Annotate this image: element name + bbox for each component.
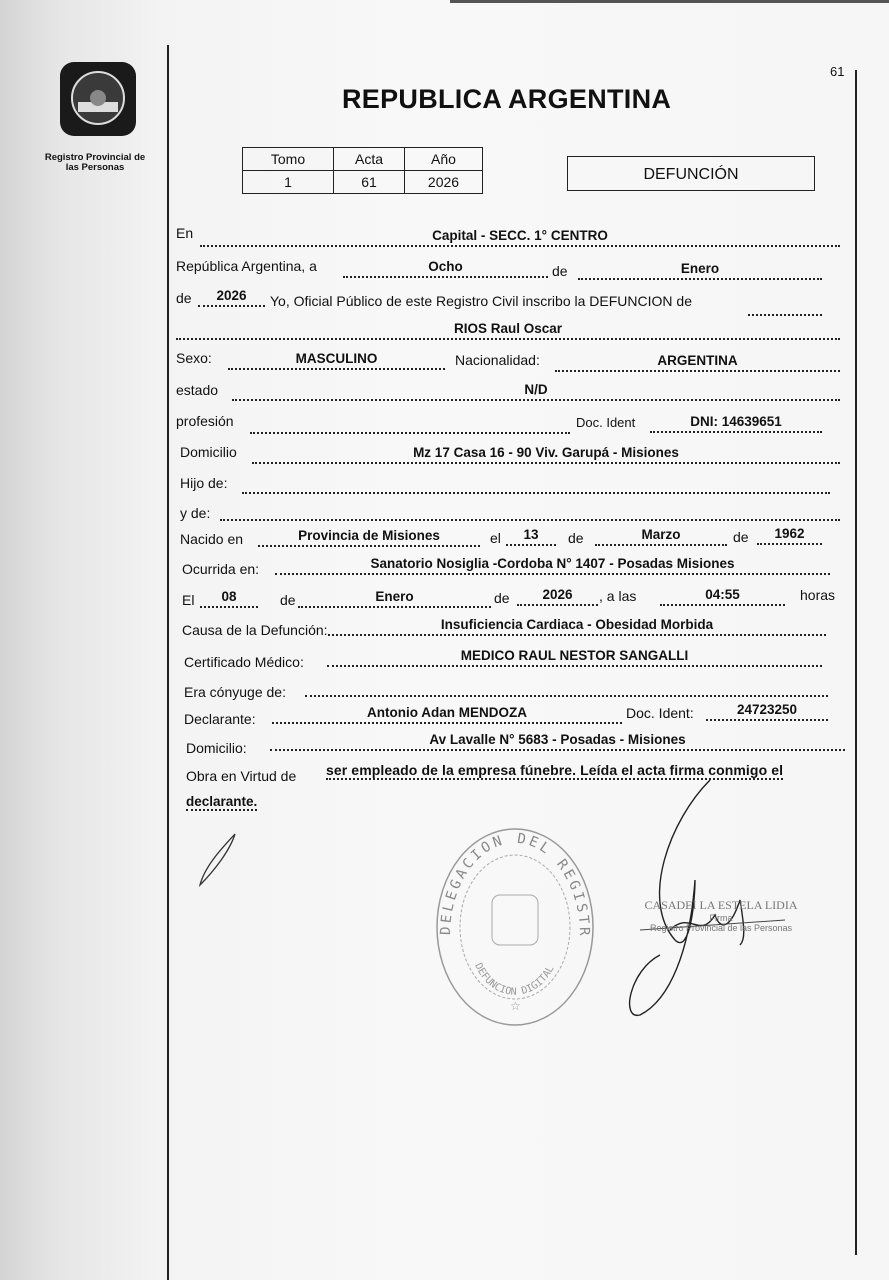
page-title: REPUBLICA ARGENTINA bbox=[342, 84, 672, 114]
svg-text:☆: ☆ bbox=[510, 999, 521, 1013]
header-tomo: Tomo bbox=[243, 148, 334, 171]
yde-label: y de: bbox=[180, 505, 211, 521]
header-anio: Año bbox=[405, 148, 483, 171]
signatory-org: Registro Provincial de las Personas bbox=[649, 923, 793, 933]
day-field: Ocho bbox=[343, 260, 548, 278]
ocurrida-label: Ocurrida en: bbox=[182, 561, 260, 577]
certificate-field: MEDICO RAUL NESTOR SANGALLI bbox=[327, 649, 822, 667]
death-place-field: Sanatorio Nosiglia -Cordoba N° 1407 - Posadas Misiones bbox=[275, 557, 830, 575]
decl-doc-label: Doc. Ident: bbox=[626, 705, 694, 721]
alas-label: , a las bbox=[599, 588, 637, 604]
death-year-field: 2026 bbox=[517, 588, 598, 606]
el-label: el bbox=[490, 530, 501, 546]
certificado-label: Certificado Médico: bbox=[184, 654, 304, 670]
deceased-name-field: RIOS Raul Oscar bbox=[176, 322, 840, 340]
nationality-field: ARGENTINA bbox=[555, 354, 840, 372]
initial-mark bbox=[195, 830, 245, 895]
de-label: de bbox=[552, 263, 568, 279]
el-label: El bbox=[182, 592, 195, 608]
stamp-text: DELEGACION DEL REGISTR bbox=[437, 830, 593, 939]
top-edge bbox=[450, 0, 889, 3]
org-line-2: las Personas bbox=[65, 162, 125, 173]
tomo-value: 1 bbox=[243, 171, 334, 194]
mother-field bbox=[220, 503, 840, 521]
obra-text: ser empleado de la empresa fúnebre. Leída el acta firma conmigo el bbox=[326, 762, 784, 778]
svg-text:DEFUNCION DIGITAL bbox=[472, 962, 556, 998]
death-day-field: 08 bbox=[200, 590, 258, 608]
place-field: Capital - SECC. 1° CENTRO bbox=[200, 229, 840, 247]
profession-field bbox=[250, 416, 570, 434]
signatory-role: Firma bbox=[709, 913, 733, 923]
official-stamp bbox=[430, 825, 600, 1035]
de-label: de bbox=[176, 290, 192, 306]
causa-label: Causa de la Defunción: bbox=[182, 622, 328, 638]
hijo-label: Hijo de: bbox=[180, 475, 228, 491]
month-field: Enero bbox=[578, 262, 822, 280]
sex-field: MASCULINO bbox=[228, 352, 445, 370]
inscribo-text: Yo, Oficial Público de este Registro Civil inscribo la DEFUNCION de bbox=[270, 293, 692, 309]
domicilio2-label: Domicilio: bbox=[186, 740, 247, 756]
profesion-label: profesión bbox=[176, 413, 234, 429]
obra-text-continued: declarante. bbox=[186, 794, 258, 809]
estado-field: N/D bbox=[232, 383, 840, 401]
doc-type-box: DEFUNCIÓN bbox=[567, 156, 815, 191]
org-line-1: Registro Provincial de bbox=[44, 152, 146, 163]
declarant-field: Antonio Adan MENDOZA bbox=[272, 706, 622, 724]
declarant-doc-field: 24723250 bbox=[706, 703, 828, 721]
right-margin-line bbox=[855, 70, 857, 1255]
doc-label: Doc. Ident bbox=[576, 415, 636, 430]
anio-value: 2026 bbox=[405, 171, 483, 194]
spouse-field bbox=[305, 679, 828, 697]
declarante-label: Declarante: bbox=[184, 711, 256, 727]
address-field: Mz 17 Casa 16 - 90 Viv. Garupá - Misiones bbox=[252, 446, 840, 464]
signatory-name: CASADEI LA ESTELA LIDIA bbox=[644, 898, 798, 912]
death-month-field: Enero bbox=[298, 590, 491, 608]
conyuge-label: Era cónyuge de: bbox=[184, 684, 286, 700]
org-name bbox=[30, 153, 160, 173]
signature-block bbox=[636, 898, 806, 933]
domicilio-label: Domicilio bbox=[180, 444, 237, 460]
de-label: de bbox=[733, 529, 749, 545]
father-field bbox=[242, 476, 830, 494]
nacionalidad-label: Nacionalidad: bbox=[455, 352, 540, 368]
estado-label: estado bbox=[176, 382, 219, 398]
doc-field: DNI: 14639651 bbox=[650, 415, 822, 433]
year-field: 2026 bbox=[198, 289, 265, 307]
page-number: 61 bbox=[830, 64, 845, 79]
registry-table bbox=[242, 147, 483, 194]
sexo-label: Sexo: bbox=[176, 350, 212, 366]
horas-label: horas bbox=[800, 587, 836, 603]
left-margin-line bbox=[167, 45, 169, 1280]
obra-label: Obra en Virtud de bbox=[186, 768, 297, 784]
stamp-inner-text: DEFUNCION DIGITAL bbox=[472, 961, 557, 998]
svg-text:DELEGACION DEL REGISTRO DE LAS bbox=[430, 825, 592, 939]
de-label: de bbox=[280, 592, 296, 608]
province-logo bbox=[52, 52, 144, 149]
en-label: En bbox=[176, 225, 194, 241]
nacido-label: Nacido en bbox=[180, 531, 244, 547]
birth-month-field: Marzo bbox=[595, 528, 727, 546]
birthplace-field: Provincia de Misiones bbox=[258, 529, 480, 547]
cause-field: Insuficiencia Cardiaca - Obesidad Morbida bbox=[328, 618, 826, 636]
republica-label: República Argentina, a bbox=[176, 258, 317, 274]
blank-field bbox=[748, 298, 822, 316]
acta-value: 61 bbox=[334, 171, 405, 194]
death-time-field: 04:55 bbox=[660, 588, 785, 606]
de-label: de bbox=[494, 590, 510, 606]
birth-day-field: 13 bbox=[506, 528, 556, 546]
de-label: de bbox=[568, 530, 584, 546]
declarant-address-field: Av Lavalle N° 5683 - Posadas - Misiones bbox=[270, 733, 845, 751]
birth-year-field: 1962 bbox=[757, 527, 822, 545]
header-acta: Acta bbox=[334, 148, 405, 171]
